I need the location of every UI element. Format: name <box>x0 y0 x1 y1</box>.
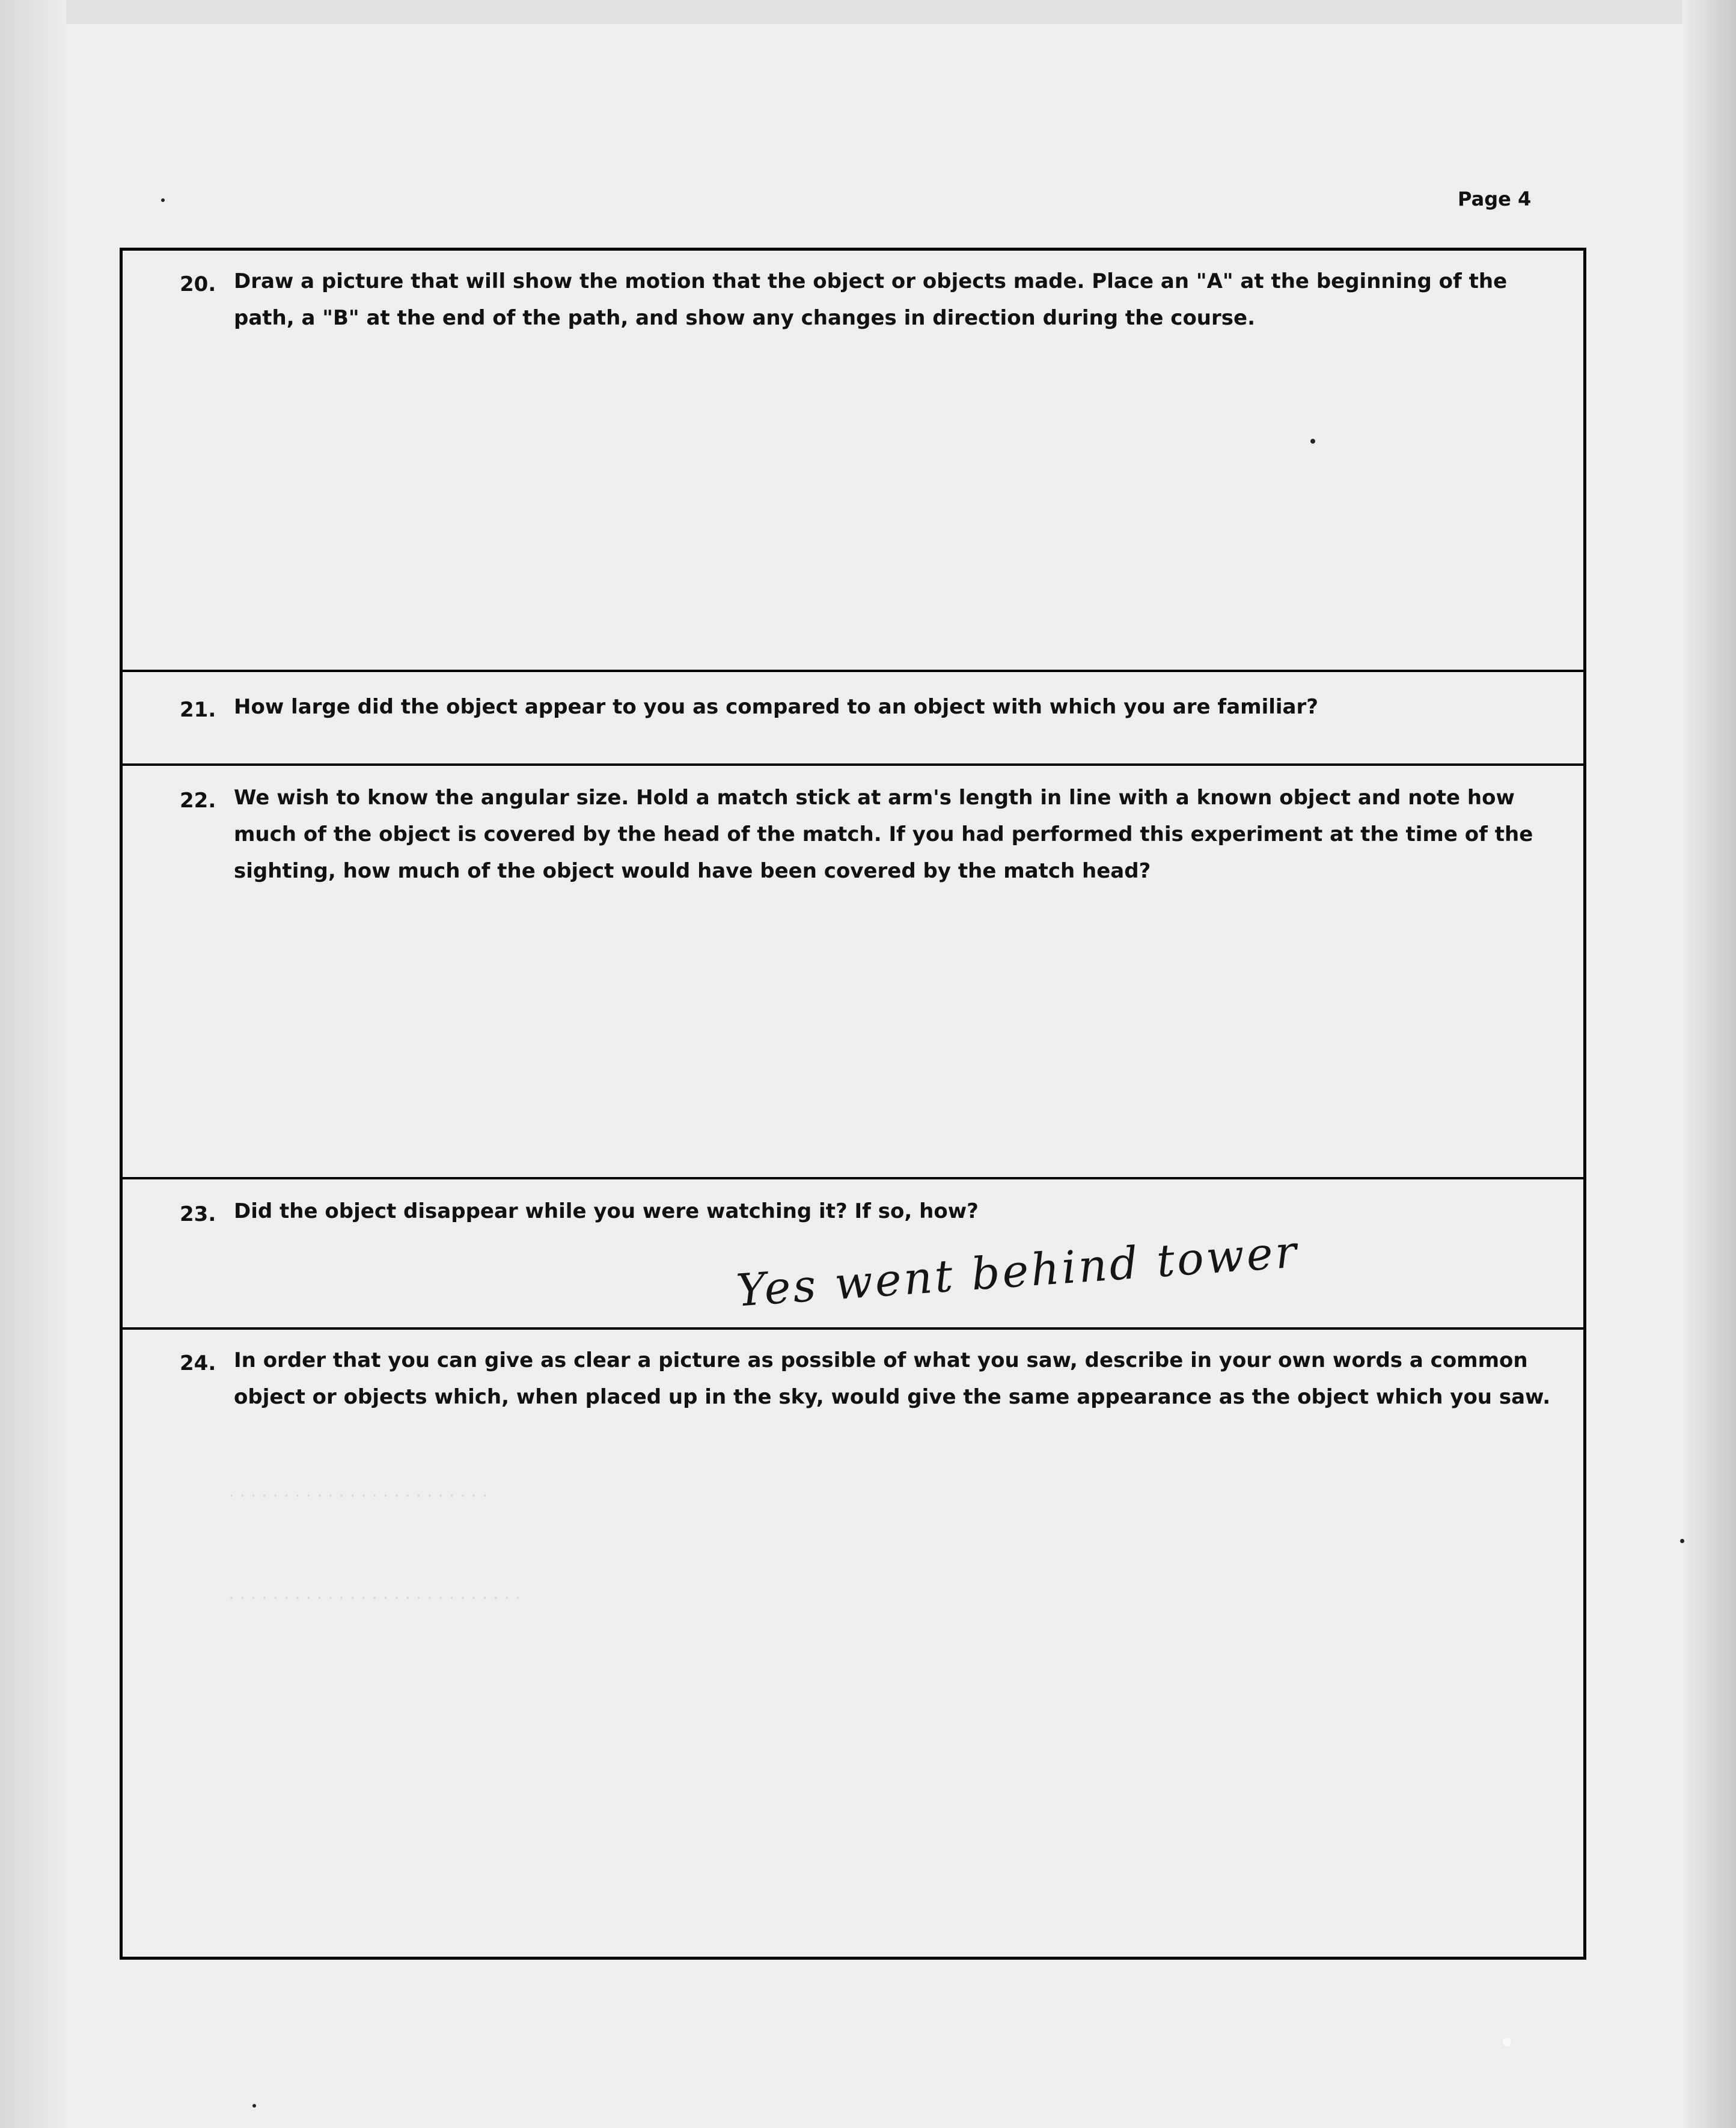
question-number: 20. <box>180 272 216 296</box>
scan-speck <box>1680 1539 1684 1543</box>
drawing-area[interactable] <box>123 341 1583 665</box>
page-number-label: Page 4 <box>1458 188 1532 210</box>
scan-speck <box>161 198 165 202</box>
questionnaire-form <box>120 248 1586 1960</box>
handwritten-answer: Yes went behind tower <box>735 1226 1301 1317</box>
scan-speck <box>252 2104 256 2108</box>
scan-border-top <box>0 0 1736 24</box>
scan-border-left <box>0 0 66 2128</box>
bleed-through-marks: · · · · · · · · · · · · · · · · · · · · · · · · <box>228 1485 488 1505</box>
question-text: We wish to know the angular size. Hold a match stick at arm's length in line with a known object and note how much of the object is covered by the head of the match. If you had performed this experiment at the time of the sighting, how much of the object would have been covered by the match head? <box>234 786 1533 883</box>
question-text: In order that you can give as clear a picture as possible of what you saw, describe in your own words a common object or objects which, when placed up in the sky, would give the same appearance as the object which you saw. <box>234 1348 1551 1409</box>
question-23-section <box>123 1179 1583 1330</box>
question-number: 21. <box>180 698 216 722</box>
question-text: How large did the object appear to you as compared to an object with which you are familiar? <box>234 695 1318 719</box>
scan-border-right <box>1682 0 1736 2128</box>
answer-area[interactable] <box>123 904 1583 1175</box>
answer-area[interactable] <box>123 1462 1583 1955</box>
question-number: 24. <box>180 1351 216 1375</box>
bleed-through-marks: · · · · · · · · · · · · · · · · · · · · · · · · · · · <box>228 1587 521 1607</box>
answer-area[interactable] <box>123 726 1583 762</box>
scan-speck <box>1503 2038 1511 2046</box>
question-24-section <box>123 1330 1583 1957</box>
question-number: 23. <box>180 1202 216 1226</box>
question-number: 22. <box>180 789 216 813</box>
question-21-section <box>123 672 1583 766</box>
question-20-section <box>123 251 1583 672</box>
question-text: Draw a picture that will show the motion that the object or objects made. Place an "A" at the beginning of the path, a "B" at the end of the path, and show any changes in direction during the course. <box>234 269 1508 330</box>
question-22-section <box>123 766 1583 1179</box>
question-text: Did the object disappear while you were watching it? If so, how? <box>234 1199 979 1223</box>
